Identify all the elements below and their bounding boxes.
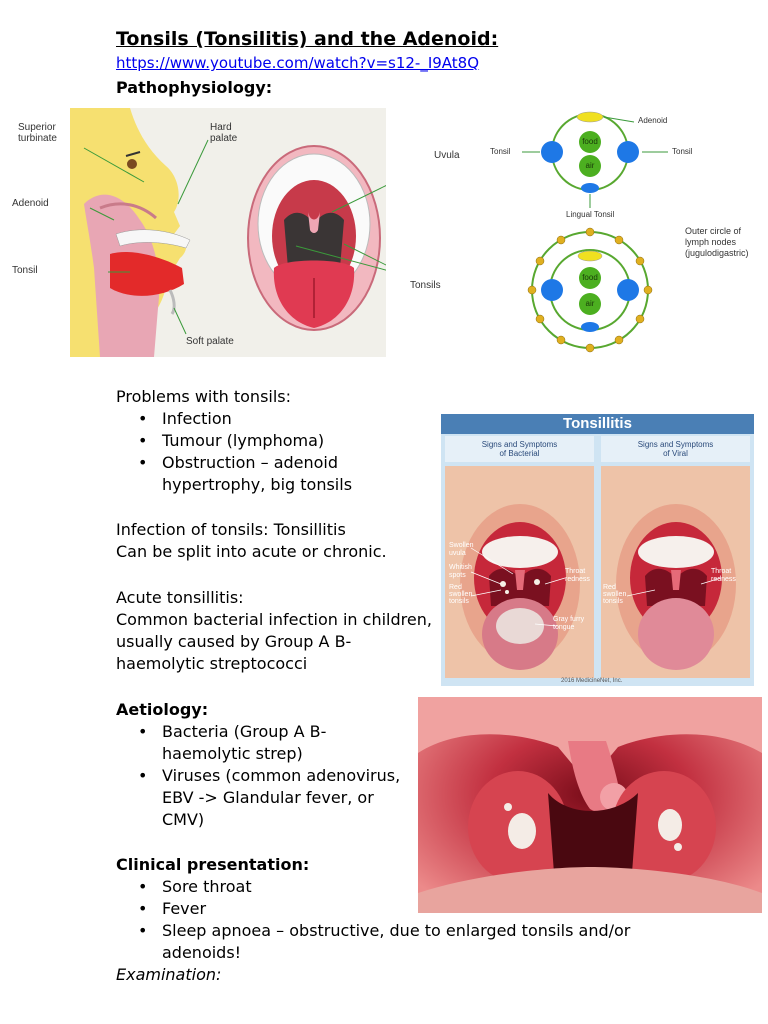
label-line: uvula (449, 550, 466, 557)
list-item: • Sleep apnoea – obstructive, due to enlarged tonsils and/or (116, 920, 630, 942)
label-line: Red (603, 584, 616, 591)
label-line: swollen (449, 591, 473, 598)
label-line: Superior (18, 122, 56, 133)
bacterial-heading (445, 440, 594, 458)
label-line: Throat (565, 568, 586, 575)
label-line: palate (210, 133, 238, 144)
list-item: • Obstruction – adenoid (116, 452, 436, 474)
list-item: • Fever (116, 898, 630, 920)
label-whitish-spots (449, 564, 472, 580)
heading-line: Signs and Symptoms (637, 440, 714, 449)
list-item-continuation: CMV) (162, 810, 205, 829)
acute-section (116, 587, 432, 675)
aetiology-list (116, 721, 400, 743)
clinical-section (116, 854, 630, 986)
ring-label-lingual-tonsil: Lingual Tonsil (566, 210, 615, 219)
list-item: • Sore throat (116, 876, 630, 898)
infection-section (116, 519, 387, 563)
label-uvula: Uvula (434, 150, 460, 161)
tonsillitis-figure (441, 414, 754, 686)
youtube-link[interactable]: https://www.youtube.com/watch?v=s12-_I9At8Q (116, 54, 480, 72)
examination-heading: Examination: (116, 965, 222, 984)
problems-section (116, 386, 436, 496)
heading-line: of Viral (663, 449, 688, 458)
label-line: lymph nodes (685, 237, 737, 247)
ring-label-adenoid: Adenoid (638, 116, 668, 125)
ring-label-tonsil-left: Tonsil (490, 147, 511, 156)
ring-label-tonsil-right: Tonsil (672, 147, 693, 156)
problems-list (116, 408, 436, 474)
label-throat-redness-viral (711, 568, 736, 584)
label-line: spots (449, 572, 466, 579)
acute-line1: Common bacterial infection in children, (116, 610, 432, 629)
list-item: • Infection (116, 408, 436, 430)
page-title: Tonsils (Tonsilitis) and the Adenoid: (116, 28, 499, 50)
aetiology-list-2 (116, 765, 400, 787)
ring-label-air2: air (585, 299, 595, 308)
label-line: tongue (553, 624, 575, 631)
heading-line: Signs and Symptoms (481, 440, 558, 449)
aetiology-heading: Aetiology: (116, 700, 209, 719)
clinical-heading: Clinical presentation: (116, 855, 310, 874)
label-superior-turbinate-ext (18, 122, 57, 144)
label-line: tonsils (603, 598, 623, 605)
label-line: tonsils (449, 598, 469, 605)
copyright-text: 2016 MedicineNet, Inc. (561, 678, 623, 684)
label-line: redness (565, 576, 590, 583)
list-item: • Bacteria (Group A B- (116, 721, 400, 743)
label-line: Gray furry (553, 616, 585, 623)
tonsillitis-title: Tonsillitis (563, 415, 632, 432)
acute-line2: usually caused by Group A B- (116, 632, 352, 651)
list-item: • Viruses (common adenovirus, (116, 765, 400, 787)
ring-label-food2: food (582, 273, 598, 282)
tonsillitis-photos (445, 466, 750, 678)
label-line: Hard (210, 122, 232, 133)
label-line: (jugulodigastric) (685, 248, 749, 258)
list-item-continuation: adenoids! (162, 943, 242, 962)
infection-line2: Can be split into acute or chronic. (116, 542, 387, 561)
label-tonsil-ext: Tonsil (12, 265, 38, 276)
label-throat-redness-bacterial (565, 568, 590, 584)
list-item-continuation: hypertrophy, big tonsils (162, 475, 353, 494)
ring-label-air: air (585, 161, 595, 170)
acute-heading: Acute tonsillitis: (116, 588, 244, 607)
ring-label-food: food (582, 137, 598, 146)
label-soft-palate: Soft palate (186, 336, 234, 347)
anatomy-illustration (70, 108, 386, 357)
label-line: Outer circle of (685, 226, 742, 236)
list-item-continuation: EBV -> Glandular fever, or (162, 788, 374, 807)
label-red-tonsils-bacterial (449, 584, 472, 605)
label-swollen-uvula (449, 542, 474, 558)
waldeyer-ring-figure (482, 108, 768, 358)
label-line: turbinate (18, 133, 57, 144)
label-adenoid-ext: Adenoid (12, 198, 49, 209)
label-line: Red (449, 584, 462, 591)
label-hard-palate (210, 122, 237, 144)
heading-line: of Bacterial (499, 449, 540, 458)
acute-line3: haemolytic streptococci (116, 654, 308, 673)
ring-label-outer-circle (685, 226, 749, 259)
label-line: redness (711, 576, 736, 583)
list-item: • Tumour (lymphoma) (116, 430, 436, 452)
label-gray-tongue (553, 616, 584, 632)
label-tonsils: Tonsils (410, 280, 441, 291)
infection-line1: Infection of tonsils: Tonsillitis (116, 520, 346, 539)
anatomy-figure (70, 108, 386, 357)
aetiology-section (116, 699, 400, 831)
list-item-continuation: haemolytic strep) (162, 744, 303, 763)
pathophysiology-heading: Pathophysiology: (116, 78, 273, 97)
clinical-list (116, 876, 630, 942)
viral-heading (601, 440, 750, 458)
label-line: Swollen (449, 542, 474, 549)
problems-heading: Problems with tonsils: (116, 387, 292, 406)
label-line: swollen (603, 591, 627, 598)
label-red-tonsils-viral (603, 584, 626, 605)
label-line: Whitish (449, 564, 472, 571)
label-line: Throat (711, 568, 732, 575)
